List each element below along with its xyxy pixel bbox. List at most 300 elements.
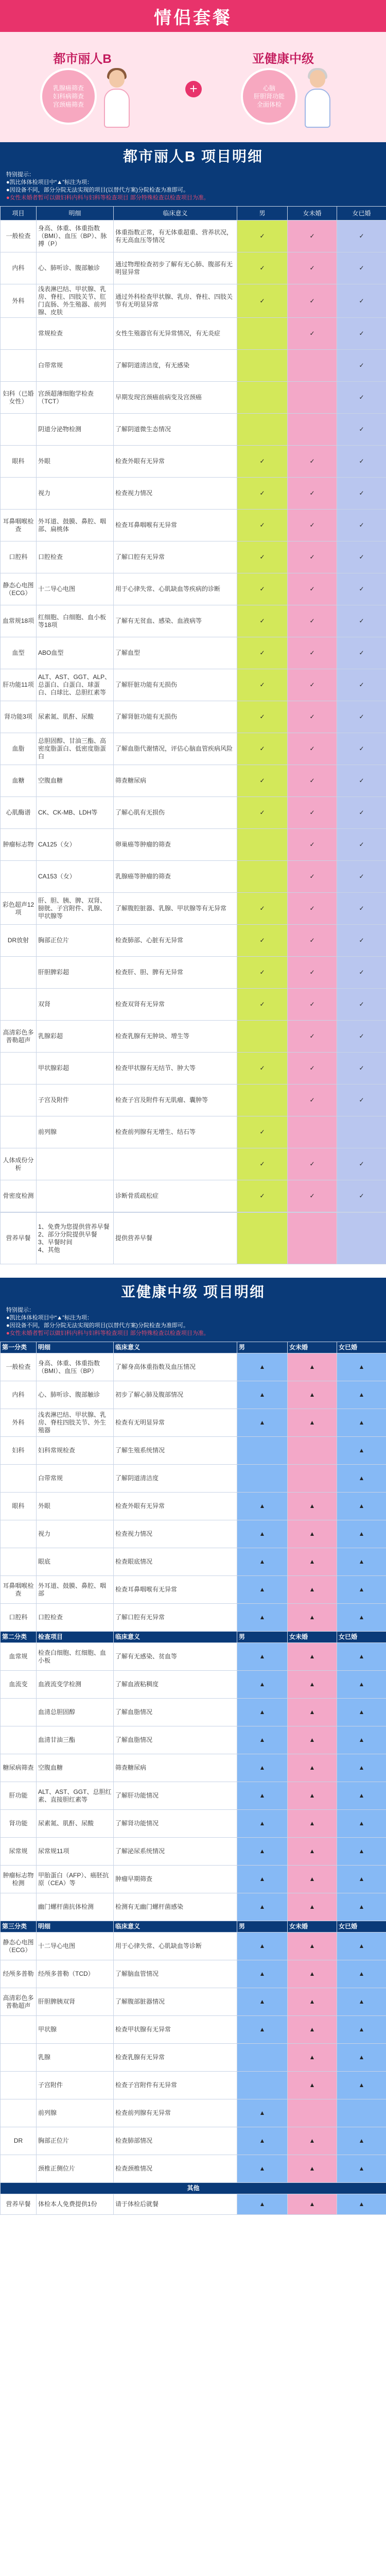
check-female-single	[288, 414, 337, 446]
check-female-single: ✓	[288, 701, 337, 733]
check-male: ▲	[237, 1782, 288, 1810]
check-female-married	[337, 1116, 386, 1148]
row-item: 双肾	[37, 989, 114, 1021]
check-male	[237, 350, 288, 382]
row-meaning: 肿瘤早期筛查	[114, 1866, 237, 1893]
notice-line: ●因设备不同，部分分院无法实现的项目(以替代方案)分院检查为准即可。	[6, 1323, 189, 1329]
check-female-single: ✓	[288, 733, 337, 765]
check-male: ▲	[237, 1409, 288, 1437]
col-header: 项目	[1, 207, 37, 221]
check-female-married: ▲	[337, 1933, 386, 1960]
row-item: 体检本人免费提供1份	[37, 2194, 114, 2215]
table-row	[1, 478, 386, 510]
section1-title: 都市丽人B 项目明细	[0, 142, 386, 169]
row-item: 总胆固醇、甘油三酯、高密度脂蛋白、低密度脂蛋白	[37, 733, 114, 765]
table-row	[1, 957, 386, 989]
check-male: ▲	[237, 1810, 288, 1838]
check-female-married: ▲	[337, 1353, 386, 1381]
bubble-line: 心脑	[262, 84, 275, 92]
check-female-single: ✓	[288, 478, 337, 510]
row-item: 外耳道、鼓膜、鼻腔、咽部、扁桃体	[37, 510, 114, 541]
row-meaning: 检查前列腺有无增生、结石等	[114, 1116, 237, 1148]
row-meaning: 检查乳腺有无异常	[114, 2044, 237, 2072]
table-row	[1, 1671, 386, 1699]
table-row	[1, 733, 386, 765]
row-meaning: 了解身高体重指数及血压情况	[114, 1353, 237, 1381]
package-title-left: 都市丽人B	[53, 52, 112, 66]
check-female-single	[288, 1213, 337, 1264]
check-male: ▲	[237, 1838, 288, 1866]
check-female-married: ✓	[337, 637, 386, 669]
check-male: ▲	[237, 1754, 288, 1782]
check-male: ✓	[237, 733, 288, 765]
check-female-married: ▲	[337, 1465, 386, 1493]
row-meaning: 检查肝、胆、脾有无异常	[114, 957, 237, 989]
check-female-single: ▲	[288, 2016, 337, 2044]
breakfast-line: 3、早餐时间	[38, 1238, 73, 1246]
check-male: ✓	[237, 605, 288, 637]
check-female-married: ▲	[337, 1437, 386, 1465]
check-male: ✓	[237, 893, 288, 925]
row-item: ALT、AST、GGT、ALP、总蛋白、白蛋白、球蛋白、白球比、总胆红素等	[37, 669, 114, 701]
check-female-single: ✓	[288, 221, 337, 252]
check-female-married: ✓	[337, 829, 386, 861]
row-meaning: 体重指数正常，有无体重超重、营养状况，有无高血压等情况	[114, 221, 237, 252]
row-item: 眼底	[37, 1548, 114, 1576]
table-row	[1, 765, 386, 797]
section2-notice	[0, 1304, 386, 1342]
row-meaning: 了解泌尿系统情况	[114, 1838, 237, 1866]
table-row	[1, 605, 386, 637]
row-meaning: 了解有无贫血、感染、血液病等	[114, 605, 237, 637]
row-meaning: 检查前列腺有无异常	[114, 2099, 237, 2127]
check-female-single	[288, 1465, 337, 1493]
row-category: 妇科	[1, 1437, 37, 1465]
row-item: 外耳道、鼓膜、鼻腔、咽部	[37, 1576, 114, 1604]
check-female-single: ✓	[288, 284, 337, 318]
check-female-single: ✓	[288, 637, 337, 669]
check-male: ✓	[237, 252, 288, 284]
check-female-single	[288, 350, 337, 382]
check-female-married: ✓	[337, 573, 386, 605]
check-female-single: ▲	[288, 2155, 337, 2183]
row-category	[1, 2044, 37, 2072]
package-card-left[interactable]	[21, 42, 144, 135]
package-title-right: 亚健康中级	[252, 52, 314, 66]
row-category	[1, 2099, 37, 2127]
check-male: ▲	[237, 1381, 288, 1409]
row-meaning: 检查肺部情况	[114, 2127, 237, 2155]
table-row	[1, 2016, 386, 2044]
row-item: 胸部正位片	[37, 925, 114, 957]
check-female-married: ▲	[337, 1643, 386, 1671]
table-row	[1, 1180, 386, 1212]
row-item: CA153（女）	[37, 861, 114, 893]
row-category	[1, 1465, 37, 1493]
row-meaning: 检查颈椎情况	[114, 2155, 237, 2183]
check-female-married: ▲	[337, 1782, 386, 1810]
check-male: ✓	[237, 510, 288, 541]
check-female-single: ✓	[288, 573, 337, 605]
bubble-line: 乳腺癌筛查	[52, 84, 84, 92]
check-female-single: ✓	[288, 829, 337, 861]
row-category: 肾功能	[1, 1810, 37, 1838]
row-category: 静态心电图（ECG）	[1, 1933, 37, 1960]
row-meaning: 了解口腔有无异常	[114, 1604, 237, 1632]
check-female-married: ▲	[337, 1988, 386, 2016]
check-male: ✓	[237, 637, 288, 669]
row-item: 子宫附件	[37, 2072, 114, 2099]
check-male: ▲	[237, 1671, 288, 1699]
row-item: 乳腺	[37, 2044, 114, 2072]
row-meaning: 检查子宫及附件有无肌瘤、囊肿等	[114, 1084, 237, 1116]
check-male	[237, 1084, 288, 1116]
row-item: 子宫及附件	[37, 1084, 114, 1116]
section1-notice	[0, 169, 386, 206]
row-category	[1, 414, 37, 446]
group-name: 第三分类	[1, 1921, 37, 1933]
check-female-single: ▲	[288, 1381, 337, 1409]
package-bubble-left	[40, 68, 97, 125]
notice-line: ●凯比体体检项目中“▲”标注为项：	[6, 1315, 93, 1321]
col-header: 女未婚	[288, 1632, 337, 1643]
row-category: 高清彩色多普勒超声	[1, 1021, 37, 1053]
table-row	[1, 829, 386, 861]
check-male	[237, 1437, 288, 1465]
row-category: 心肌酶谱	[1, 797, 37, 829]
check-female-married: ▲	[337, 2127, 386, 2155]
check-female-single: ▲	[288, 1988, 337, 2016]
table-row	[1, 541, 386, 573]
row-category: 高清彩色多普勒超声	[1, 1988, 37, 2016]
row-meaning: 了解心肌有无损伤	[114, 797, 237, 829]
table-row	[1, 2072, 386, 2099]
table-row	[1, 1548, 386, 1576]
row-category	[1, 2155, 37, 2183]
table-row	[1, 221, 386, 252]
row-item: 血清甘油三酯	[37, 1726, 114, 1754]
section1-table	[0, 206, 386, 1212]
table-header-row	[1, 207, 386, 221]
check-female-married: ▲	[337, 1493, 386, 1520]
table-row	[1, 1782, 386, 1810]
table-row	[1, 1053, 386, 1084]
check-female-married: ▲	[337, 2072, 386, 2099]
table-row	[1, 2099, 386, 2127]
col-header: 临床意义	[114, 1921, 237, 1933]
row-meaning: 了解血液粘稠度	[114, 1671, 237, 1699]
check-male: ✓	[237, 1180, 288, 1212]
check-male: ✓	[237, 284, 288, 318]
check-female-married: ✓	[337, 284, 386, 318]
row-category: 耳鼻咽喉检查	[1, 510, 37, 541]
table-row	[1, 573, 386, 605]
check-male: ▲	[237, 1933, 288, 1960]
notice-line: ●女性未婚者暂可以做妇科内科与妇科等检查项目 部分特殊检查以检查项目为准。	[6, 195, 209, 201]
row-meaning: 了解肾功能情况	[114, 1810, 237, 1838]
row-item	[37, 1148, 114, 1180]
table-row	[1, 446, 386, 478]
row-category: 静态心电图（ECG）	[1, 573, 37, 605]
check-female-single: ▲	[288, 1893, 337, 1921]
check-male	[237, 1021, 288, 1053]
col-header: 临床意义	[114, 207, 237, 221]
col-header: 女未婚	[288, 1342, 337, 1353]
row-meaning: 检查外眼有无异常	[114, 446, 237, 478]
row-meaning: 检查子宫附件有无异常	[114, 2072, 237, 2099]
row-item: 宫颈超薄细胞学检查（TCT）	[37, 382, 114, 414]
row-category: 肝功能11项	[1, 669, 37, 701]
row-item: 外眼	[37, 446, 114, 478]
row-category: 一般检查	[1, 1353, 37, 1381]
check-female-married: ✓	[337, 861, 386, 893]
check-female-married: ✓	[337, 414, 386, 446]
row-meaning: 了解肝功能情况	[114, 1782, 237, 1810]
check-male: ✓	[237, 221, 288, 252]
table-row	[1, 1893, 386, 1921]
row-category: 糖尿病筛查	[1, 1754, 37, 1782]
row-item: 白带常规	[37, 1465, 114, 1493]
table-row	[1, 350, 386, 382]
col-header: 女已婚	[337, 1342, 386, 1353]
row-item: 口腔检查	[37, 1604, 114, 1632]
check-female-married: ▲	[337, 1960, 386, 1988]
col-header: 女未婚	[288, 1921, 337, 1933]
check-female-married: ✓	[337, 669, 386, 701]
table-row	[1, 1493, 386, 1520]
table-row	[1, 893, 386, 925]
check-female-single: ▲	[288, 2194, 337, 2215]
check-female-single: ▲	[288, 2072, 337, 2099]
row-category: 彩色超声12项	[1, 893, 37, 925]
col-header: 明细	[37, 207, 114, 221]
section1-breakfast-table	[0, 1212, 386, 1264]
table-row	[1, 1437, 386, 1465]
check-female-married: ▲	[337, 2155, 386, 2183]
row-category	[1, 1548, 37, 1576]
bubble-line: 宫颈癌筛查	[52, 101, 84, 108]
check-female-married: ✓	[337, 478, 386, 510]
col-header: 女已婚	[337, 1632, 386, 1643]
check-female-married: ✓	[337, 318, 386, 350]
check-female-single: ▲	[288, 2044, 337, 2072]
check-male: ▲	[237, 1699, 288, 1726]
check-male: ▲	[237, 1548, 288, 1576]
check-female-single: ✓	[288, 510, 337, 541]
breakfast-line: 4、其他	[38, 1246, 60, 1253]
table-row	[1, 2127, 386, 2155]
row-meaning: 了解有无感染、贫血等	[114, 1643, 237, 1671]
check-male: ▲	[237, 1726, 288, 1754]
check-female-married: ▲	[337, 1576, 386, 1604]
check-female-single: ▲	[288, 1493, 337, 1520]
row-category: 营养早餐	[1, 2194, 37, 2215]
table-row	[1, 1409, 386, 1437]
row-meaning: 用于心律失常、心肌缺血等疾病的诊断	[114, 573, 237, 605]
check-female-single: ▲	[288, 1838, 337, 1866]
row-item: ABO血型	[37, 637, 114, 669]
check-female-married: ✓	[337, 1180, 386, 1212]
check-male: ✓	[237, 1148, 288, 1180]
row-category: 口腔科	[1, 1604, 37, 1632]
notice-line: 特别提示：	[6, 172, 34, 178]
check-male: ▲	[237, 1988, 288, 2016]
row-item: 乳腺彩超	[37, 1021, 114, 1053]
check-male	[237, 382, 288, 414]
row-meaning	[114, 1148, 237, 1180]
check-male	[237, 318, 288, 350]
check-male	[237, 2072, 288, 2099]
table-row	[1, 1353, 386, 1381]
row-category	[1, 350, 37, 382]
row-meaning: 筛查糖尿病	[114, 1754, 237, 1782]
table-row	[1, 1604, 386, 1632]
check-male: ▲	[237, 2099, 288, 2127]
check-female-single: ✓	[288, 605, 337, 637]
check-female-married: ✓	[337, 350, 386, 382]
table-row	[1, 318, 386, 350]
row-category: 人体成份分析	[1, 1148, 37, 1180]
row-category: 血常规	[1, 1643, 37, 1671]
check-female-single: ✓	[288, 541, 337, 573]
check-female-married: ▲	[337, 1409, 386, 1437]
table-row	[1, 1465, 386, 1493]
row-meaning: 检查视力情况	[114, 1520, 237, 1548]
bubble-line: 妇科病筛查	[52, 93, 84, 100]
check-female-married: ✓	[337, 221, 386, 252]
row-item: ALT、AST、GGT、总胆红素、直接胆红素等	[37, 1782, 114, 1810]
package-card-right[interactable]	[221, 42, 345, 135]
check-female-single: ▲	[288, 1548, 337, 1576]
table-row	[1, 2155, 386, 2183]
row-category	[1, 1699, 37, 1726]
check-female-married: ▲	[337, 1548, 386, 1576]
row-item: 视力	[37, 478, 114, 510]
row-item: 阴道分泌物检测	[37, 414, 114, 446]
col-header: 明细	[37, 1342, 114, 1353]
check-male: ✓	[237, 478, 288, 510]
row-category	[1, 2072, 37, 2099]
check-male: ▲	[237, 2194, 288, 2215]
table-row	[1, 2044, 386, 2072]
row-meaning: 初步了解心肺及腹部情况	[114, 1381, 237, 1409]
table-row	[1, 284, 386, 318]
row-item: 胸部正位片	[37, 2127, 114, 2155]
check-male: ▲	[237, 1493, 288, 1520]
check-male: ✓	[237, 989, 288, 1021]
row-meaning: 用于心律失常、心肌缺血等诊断	[114, 1933, 237, 1960]
row-item: 浅表淋巴结、甲状腺、乳房、脊柱四肢关节、外生殖器	[37, 1409, 114, 1437]
table-row	[1, 414, 386, 446]
row-category: 血脂	[1, 733, 37, 765]
check-male: ▲	[237, 2016, 288, 2044]
notice-line: 特别提示：	[6, 1307, 34, 1313]
check-male: ▲	[237, 1520, 288, 1548]
check-male: ▲	[237, 1353, 288, 1381]
col-header: 男	[237, 1921, 288, 1933]
row-item: 尿常规11项	[37, 1838, 114, 1866]
package-bubble-right	[241, 68, 297, 125]
row-meaning: 了解腹部脏器情况	[114, 1988, 237, 2016]
group-header-row	[1, 1342, 386, 1353]
row-category: 一般检查	[1, 221, 37, 252]
check-female-single: ▲	[288, 1810, 337, 1838]
check-female-single: ✓	[288, 957, 337, 989]
check-female-single: ▲	[288, 1782, 337, 1810]
col-header: 男	[237, 1342, 288, 1353]
check-male: ✓	[237, 541, 288, 573]
check-female-single: ▲	[288, 1754, 337, 1782]
row-meaning: 了解阴道清洁度	[114, 1465, 237, 1493]
bubble-line: 肝胆肾功能	[253, 93, 285, 100]
row-meaning: 检查视力情况	[114, 478, 237, 510]
check-female-single: ✓	[288, 1180, 337, 1212]
table-row	[1, 1866, 386, 1893]
row-category: 口腔科	[1, 541, 37, 573]
group-header-row	[1, 1632, 386, 1643]
group-name: 第二分类	[1, 1632, 37, 1643]
check-male: ▲	[237, 1643, 288, 1671]
check-female-married: ▲	[337, 2016, 386, 2044]
group-header-row	[1, 2183, 386, 2194]
check-female-married: ✓	[337, 541, 386, 573]
check-male: ✓	[237, 957, 288, 989]
row-category: DR放射	[1, 925, 37, 957]
row-item	[37, 1180, 114, 1212]
check-female-single: ▲	[288, 1699, 337, 1726]
col-header: 女已婚	[337, 207, 386, 221]
row-item: 尿素氮、肌酐、尿酸	[37, 701, 114, 733]
row-category	[1, 1084, 37, 1116]
check-male	[237, 1213, 288, 1264]
check-female-married: ✓	[337, 797, 386, 829]
row-category: 外科	[1, 1409, 37, 1437]
check-female-single: ✓	[288, 765, 337, 797]
col-header: 临床意义	[114, 1632, 237, 1643]
table-row	[1, 252, 386, 284]
row-category: 肝功能	[1, 1782, 37, 1810]
row-category	[1, 1893, 37, 1921]
package-banner	[0, 32, 386, 142]
check-female-married: ✓	[337, 765, 386, 797]
row-meaning: 检查有无明显异常	[114, 1409, 237, 1437]
check-female-married	[337, 1213, 386, 1264]
row-category	[1, 2016, 37, 2044]
col-header: 临床意义	[114, 1342, 237, 1353]
check-female-married: ▲	[337, 1838, 386, 1866]
row-meaning: 了解血型	[114, 637, 237, 669]
row-item: 心、肺听诊、腹部触诊	[37, 1381, 114, 1409]
table-row	[1, 925, 386, 957]
row-item: 浅表淋巴结、甲状腺、乳房、脊柱、四肢关节、肛门直肠、外生殖器、前列腺、皮肤	[37, 284, 114, 318]
row-category: 眼科	[1, 1493, 37, 1520]
row-category: 尿常规	[1, 1838, 37, 1866]
check-female-single: ✓	[288, 318, 337, 350]
row-category	[1, 989, 37, 1021]
row-category: 肿瘤标志物检测	[1, 1866, 37, 1893]
notice-line: ●因设备不同，部分分院无法实现的项目(以替代方案)分院检查为准即可。	[6, 187, 189, 193]
group-name: 第一分类	[1, 1342, 37, 1353]
row-item: 检查白细胞、红细胞、血小板	[37, 1643, 114, 1671]
row-item: 甲状腺彩超	[37, 1053, 114, 1084]
check-female-married: ▲	[337, 1893, 386, 1921]
check-female-single	[288, 2099, 337, 2127]
row-category: 血常规18项	[1, 605, 37, 637]
check-female-married: ▲	[337, 1604, 386, 1632]
row-category: 血型	[1, 637, 37, 669]
row-item: 经颅多普勒（TCD）	[37, 1960, 114, 1988]
check-female-single	[288, 1437, 337, 1465]
